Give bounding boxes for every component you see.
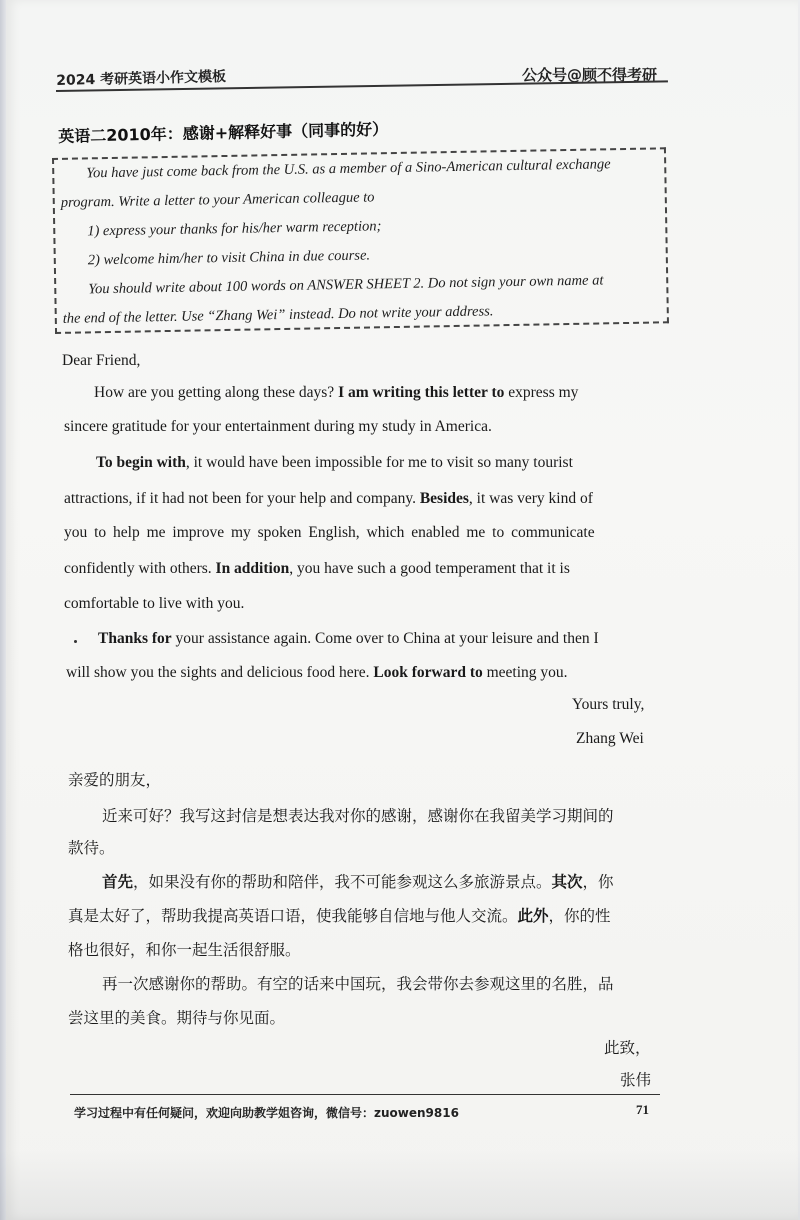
letter-salutation: Dear Friend, — [62, 352, 141, 369]
zh-line: 再一次感谢你的帮助。有空的话来中国玩，我会带你去参观这里的名胜，品 — [102, 975, 614, 993]
letter-line: attractions, if it had not been for your help and company. Besides, it was very kind of — [64, 490, 593, 507]
bold-phrase: Thanks for — [98, 630, 172, 647]
zh-line: 格也很好，和你一起生活很舒服。 — [68, 941, 301, 959]
zh-line: 款待。 — [68, 839, 115, 857]
letter-closing: Yours truly, — [572, 696, 645, 713]
bold-phrase: In addition — [215, 560, 290, 577]
letter-line: How are you getting along these days? I am writing this letter to express my — [94, 384, 579, 401]
bold-phrase: 首先 — [102, 873, 134, 891]
letter-line: confidently with others. In addition, you have such a good temperament that it is — [64, 560, 570, 577]
letter-line: you to help me improve my spoken English, which enabled me to communicate — [64, 524, 595, 541]
header-book-title: 2024 考研英语小作文模板 — [56, 68, 227, 89]
footer-note: 学习过程中有任何疑问，欢迎向助教学姐咨询，微信号：zuowen9816 — [74, 1106, 459, 1120]
zh-signature: 张伟 — [620, 1071, 652, 1089]
bold-phrase: I am writing this letter to — [338, 384, 505, 401]
prompt-line: You should write about 100 words on ANSWER SHEET 2. Do not sign your own name at — [88, 272, 604, 298]
page-number: 71 — [636, 1102, 649, 1117]
header-account-name: 公众号@顾不得考研 — [522, 66, 658, 84]
letter-line: will show you the sights and delicious food here. Look forward to meeting you. — [66, 664, 568, 681]
prompt-box — [52, 147, 669, 334]
bold-phrase: Besides — [419, 490, 469, 507]
stray-mark — [74, 640, 77, 643]
page-bottom-shadow — [0, 1150, 800, 1220]
prompt-line: 2) welcome him/her to visit China in due course. — [87, 247, 371, 269]
section-title: 英语二2010年：感谢+解释好事（同事的好） — [58, 119, 389, 146]
letter-line: Thanks for your assistance again. Come over to China at your leisure and then I — [98, 630, 599, 647]
letter-line: comfortable to live with you. — [64, 595, 245, 612]
letter-line: sincere gratitude for your entertainment during my study in America. — [64, 418, 492, 435]
letter-signature: Zhang Wei — [576, 730, 644, 747]
footer-divider — [70, 1094, 660, 1095]
bold-phrase: 此外 — [517, 907, 549, 925]
bold-phrase: To begin with — [96, 454, 186, 471]
zh-line: 尝这里的美食。期待与你见面。 — [68, 1009, 286, 1027]
zh-closing: 此致， — [604, 1039, 651, 1057]
bold-phrase: 其次 — [551, 873, 583, 891]
zh-line: 首先，如果没有你的帮助和陪伴，我不可能参观这么多旅游景点。其次，你 — [102, 873, 614, 891]
bold-phrase: Look forward to — [373, 664, 483, 681]
prompt-line: You have just come back from the U.S. as a member of a Sino-American cultural exchange — [86, 156, 611, 182]
zh-salutation: 亲爱的朋友， — [68, 771, 162, 789]
prompt-line: program. Write a letter to your American colleague to — [60, 189, 375, 211]
prompt-line: 1) express your thanks for his/her warm reception; — [87, 218, 382, 240]
zh-line: 真是太好了，帮助我提高英语口语，使我能够自信地与他人交流。此外，你的性 — [68, 907, 611, 925]
letter-line: To begin with, it would have been impossible for me to visit so many tourist — [96, 454, 573, 471]
prompt-line: the end of the letter. Use “Zhang Wei” instead. Do not write your address. — [62, 303, 494, 327]
zh-line: 近来可好？我写这封信是想表达我对你的感谢，感谢你在我留美学习期间的 — [102, 807, 614, 825]
